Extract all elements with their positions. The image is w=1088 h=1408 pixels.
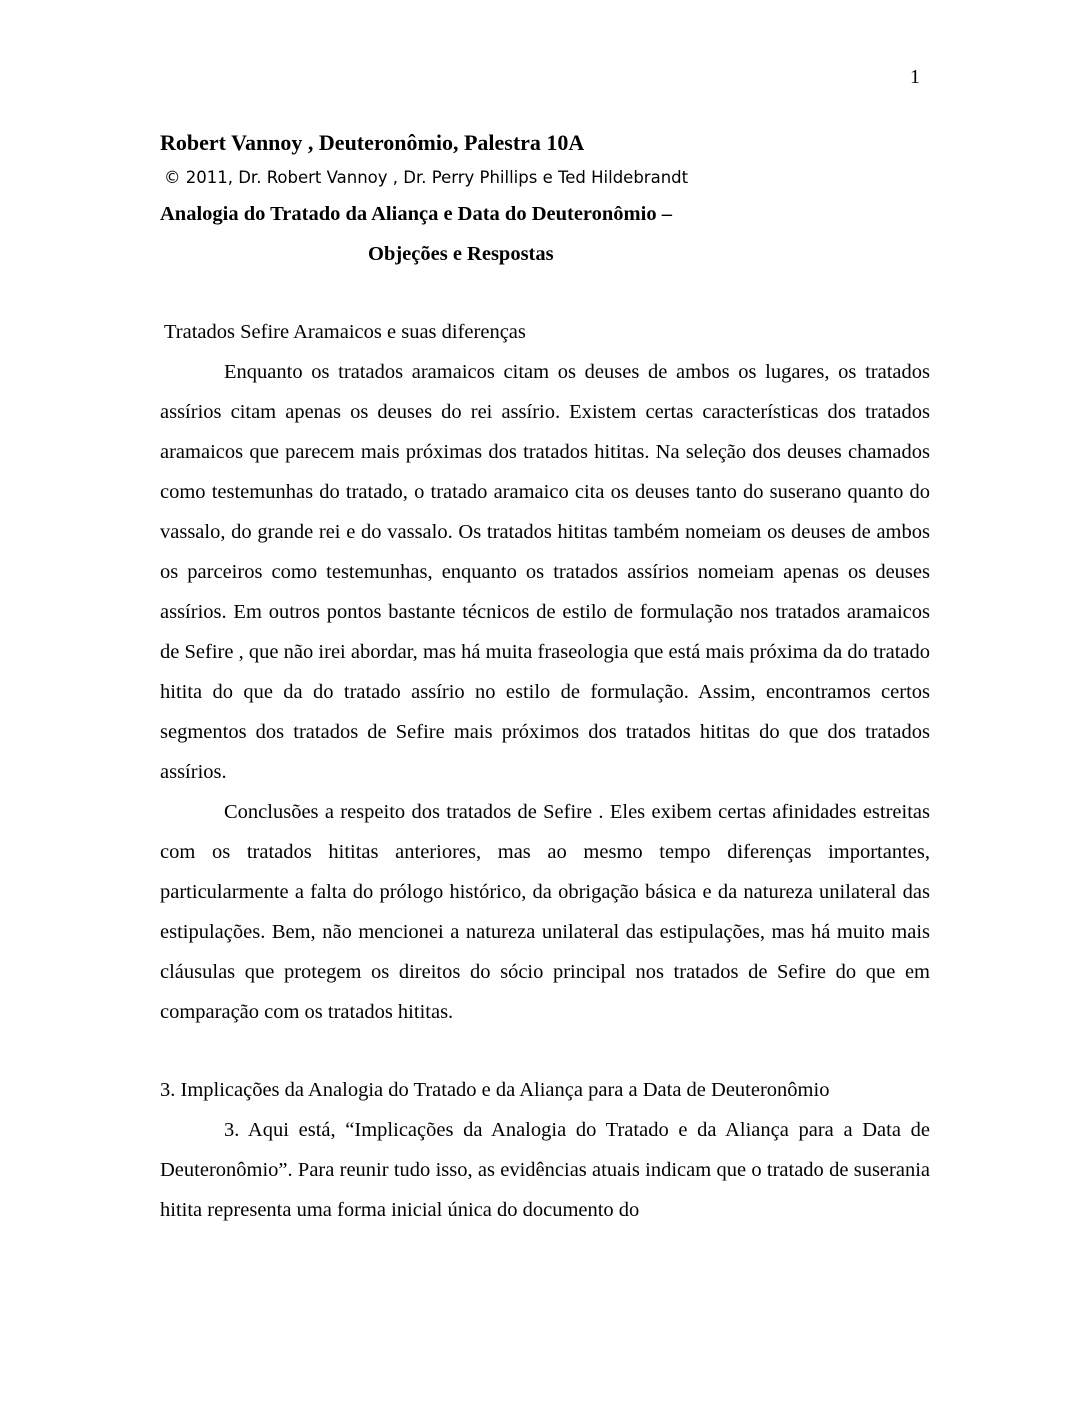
paragraph-implications: 3. Aqui está, “Implicações da Analogia do Tratado e da Aliança para a Data de Deuteronômio”. Para reunir tudo isso, as evidências atuais indicam que o tratado de suserania hitita representa uma forma inicial única do documento do	[160, 1119, 930, 1221]
copyright-line: © 2011, Dr. Robert Vannoy , Dr. Perry Phillips e Ted Hildebrandt	[164, 168, 689, 187]
document-title: Robert Vannoy , Deuteronômio, Palestra 10A	[160, 130, 585, 155]
paragraph-sefire-differences: Enquanto os tratados aramaicos citam os deuses de ambos os lugares, os tratados assírios citam apenas os deuses do rei assírio. Existem certas características dos tratados aramaicos que parecem mais próximas dos tratados hititas. Na seleção dos deuses chamados como testemunhas do tratado, o tratado aramaico cita os deuses tanto do suserano quanto do vassalo, do grande rei e do vassalo. Os tratados hititas também nomeiam os deuses de ambos os parceiros como testemunhas, enquanto os tratados assírios nomeiam apenas os deuses assírios. Em outros pontos bastante técnicos de estilo de formulação nos tratados aramaicos de Sefire , que não irei abordar, mas há muita fraseologia que está mais próxima da do tratado hitita do que da do tratado assírio no estilo de formulação. Assim, encontramos certos segmentos dos tratados de Sefire mais próximos dos tratados hititas do que dos tratados assírios.	[160, 361, 930, 783]
subtitle-line-1: Analogia do Tratado da Aliança e Data do Deuteronômio –	[160, 203, 672, 225]
section-heading-sefire: Tratados Sefire Aramaicos e suas diferenças	[164, 321, 526, 343]
subtitle-line-2: Objeções e Respostas	[368, 243, 554, 265]
paragraph-sefire-conclusions: Conclusões a respeito dos tratados de Sefire . Eles exibem certas afinidades estreitas com os tratados hititas anteriores, mas ao mesmo tempo diferenças importantes, particularmente a falta do prólogo histórico, da obrigação básica e da natureza unilateral das estipulações. Bem, não mencionei a natureza unilateral das estipulações, mas há muito mais cláusulas que protegem os direitos do sócio principal nos tratados de Sefire do que em comparação com os tratados hititas.	[160, 801, 930, 1023]
document-body	[160, 126, 930, 1230]
page-number: 1	[910, 66, 920, 88]
section-heading-implications: 3. Implicações da Analogia do Tratado e da Aliança para a Data de Deuteronômio	[160, 1079, 830, 1101]
